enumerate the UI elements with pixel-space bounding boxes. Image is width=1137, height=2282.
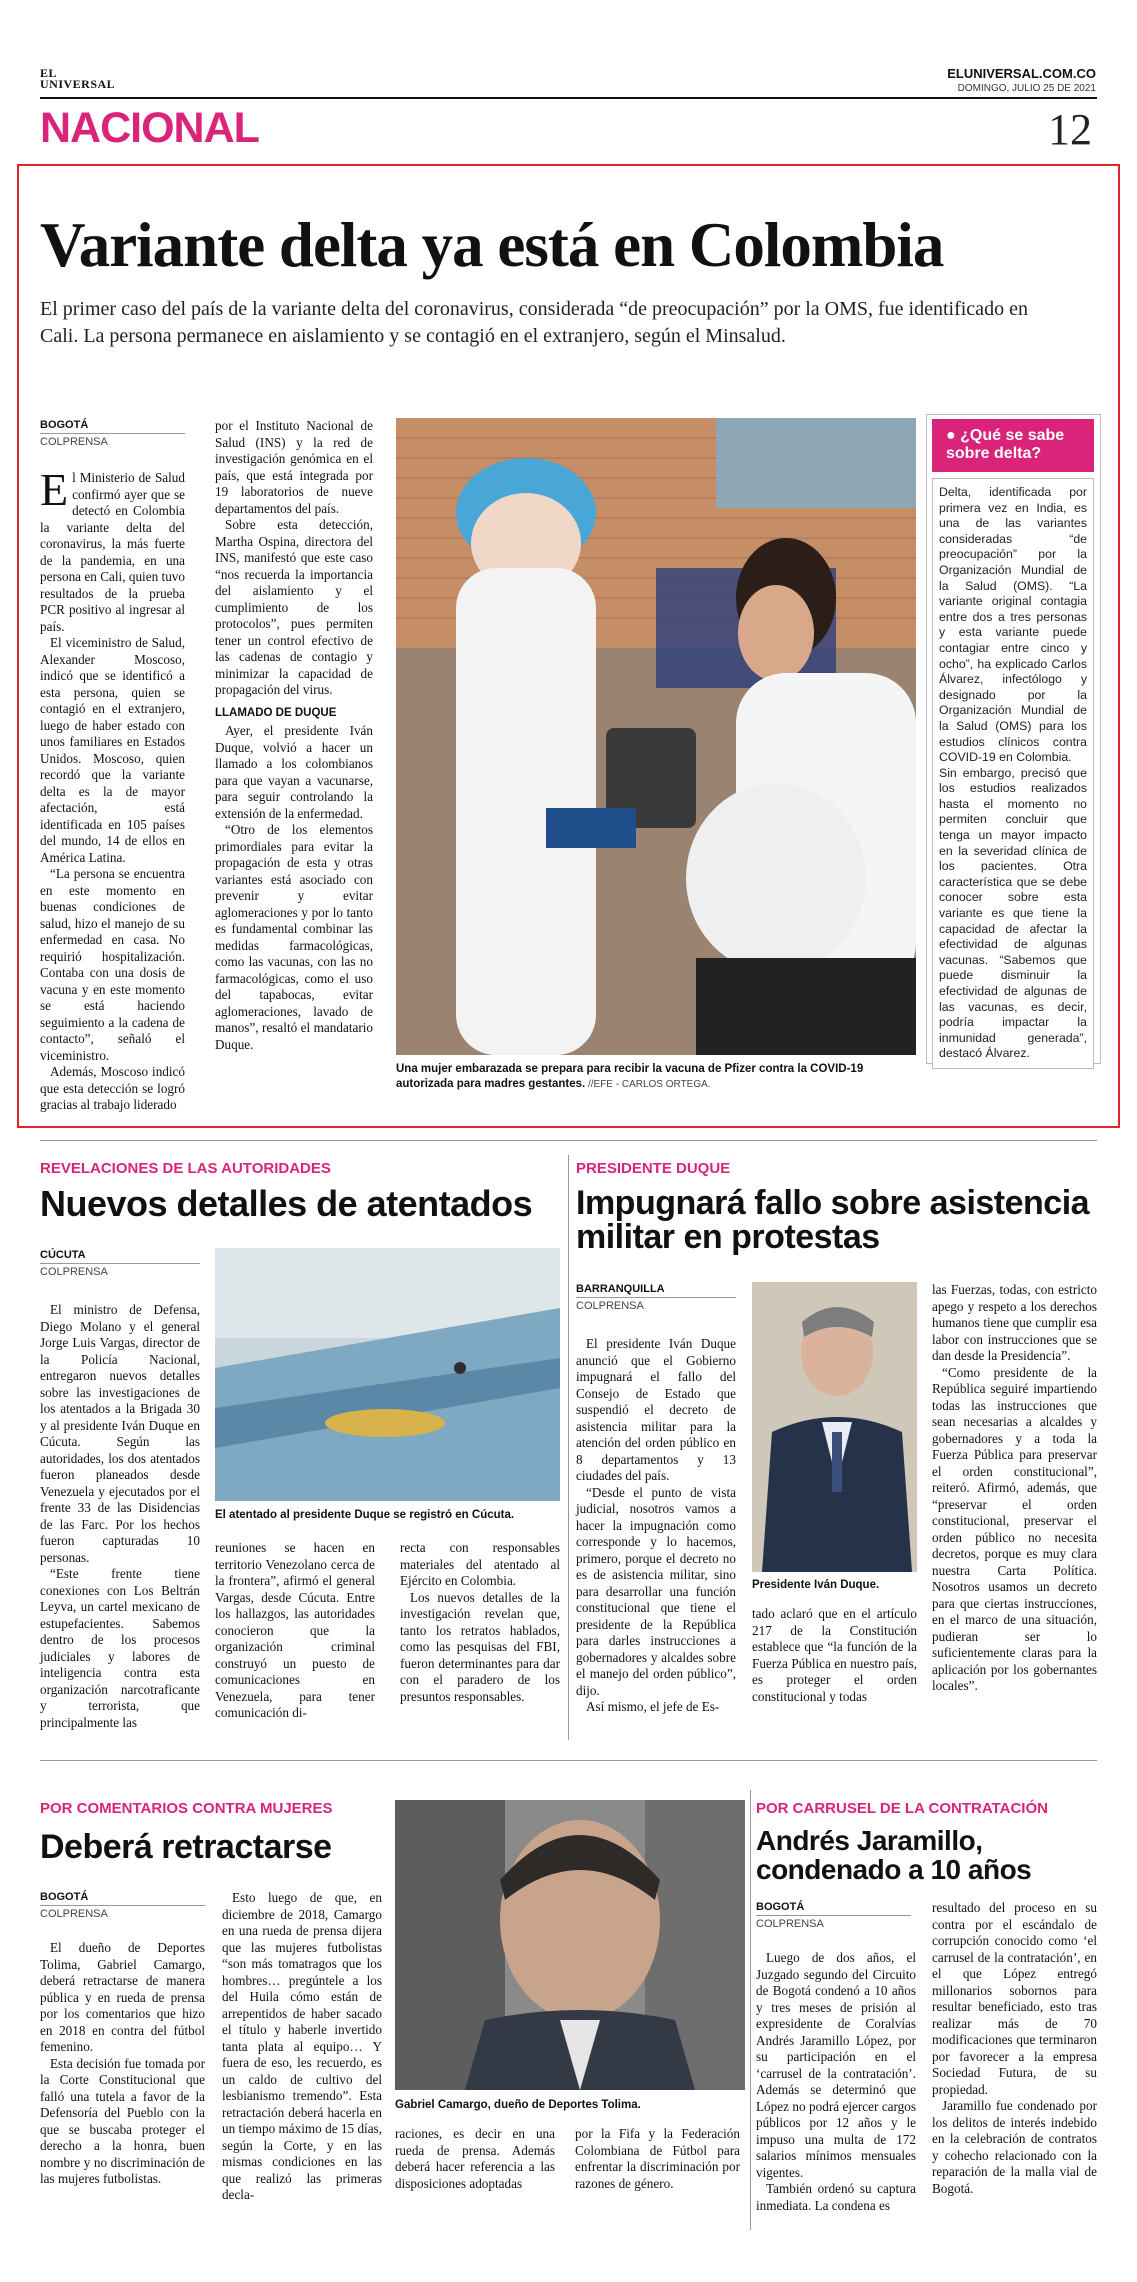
lead-paragraph: El viceministro de Salud, Alexander Moscoso, indicó que se identificó a esta persona, quien se contagió en el extranjero, luego de haber estado con unos familiares en Estados Unidos. Moscoso, quien recordó que la variante delta es la de mayor afectación, está identificada en 105 países del mundo, 14 de ellos en América Latina. — [40, 635, 185, 865]
story3-column-3 — [932, 1282, 1097, 1695]
story4-column-1 — [40, 1940, 205, 2188]
vaccination-photo — [396, 418, 916, 1055]
attack-photo — [215, 1248, 560, 1501]
byline-agency: COLPRENSA — [40, 436, 108, 448]
lead-paragraph: “Otro de los elementos primordiales para evitar la propagación de esta y otras variantes está asociado con prevenir y evitar aglomeraciones y por lo tanto es fundamental combinar las medidas farmacológicas, como las vacunas, con las no farmacológicas, como el uso del tapabocas, evitar aglomeraciones, lavado de manos”, resaltó el mandatario Duque. — [215, 822, 373, 1052]
story3-headline: Impugnará fallo sobre asistencia militar en protestas — [576, 1184, 1090, 1256]
story5-byline — [756, 1900, 911, 1931]
story2-paragraph: El ministro de Defensa, Diego Molano y el general Jorge Luis Vargas, director de la Policía Nacional, entregaron nuevos detalles sobre las investigaciones de los atentados a la Brigada 30 y al presidente Iván Duque en Cúcuta. Según las autoridades, los dos atentados fueron planeados desde Venezuela y ejecutados por el frente 33 de las Disidencias de las Farc. Por los hechos fueron capturadas 10 personas. — [40, 1302, 200, 1565]
story5-column-1 — [756, 1950, 916, 2214]
story3-column-2 — [752, 1606, 917, 1705]
story4-column-4 — [575, 2126, 740, 2192]
story3-column-1 — [576, 1336, 736, 1716]
story4-paragraph: Esto luego de que, en diciembre de 2018, Camargo en una rueda de prensa dijera que las mujeres futbolistas “son más tomatragos que los hombres… pregúntele a los del Huila cómo están de arrepentidos de haber sacado el título y haberle invertido tanta plata al equipo… Y fuera de eso, les recuerdo, es un caldo de cultivo del lesbianismo tremendo”. Esta retractación deberá hacerla en un tiempo máximo de 15 días, según la Corte, y en las mismas condiciones en las que realizó las primeras decla- — [222, 1890, 382, 2202]
lead-paragraph: por el Instituto Nacional de Salud (INS) y la red de investigación genómica en el país, que está integrada por 19 laboratorios de nueve departamentos del país. — [215, 418, 373, 516]
story2-paragraph: recta con responsables materiales del atentado al Ejército en Colombia. — [400, 1540, 560, 1588]
story2-kicker: REVELACIONES DE LAS AUTORIDADES — [40, 1160, 331, 1177]
story5-headline: Andrés Jaramillo, condenado a 10 años — [756, 1825, 1032, 1886]
story5-paragraph: Luego de dos años, el Juzgado segundo del Circuito de Bogotá condenó a 10 años y tres meses de prisión al expresidente de Coralvías Andrés Jaramillo López, por su participación en el ‘carrusel de la contratación’. Además se determinó que López no podrá ejercer cargos públicos por 12 años y le impuso una multa de 172 salarios mínimos mensuales vigentes. — [756, 1950, 916, 2180]
story5-paragraph: Jaramillo fue condenado por los delitos de interés indebido en la celebración de contratos y cohecho relacionado con la reparación de la malla vial de Bogotá. — [932, 2098, 1097, 2196]
story5-column-2 — [932, 1900, 1097, 2197]
lead-column-1 — [40, 464, 185, 1114]
lead-byline — [40, 418, 185, 449]
story4-caption: Gabriel Camargo, dueño de Deportes Tolima. — [395, 2099, 641, 2111]
story3-byline — [576, 1282, 736, 1313]
story3-paragraph: Así mismo, el jefe de Es- — [586, 1699, 720, 1714]
sidebar-paragraph: Sin embargo, precisó que los estudios realizados hasta el momento no permiten concluir que tenga un mayor impacto en la severidad clínica de los pacientes. Otra característica que se debe conocer sobre esta variante es que tiene la capacidad de afectar la efectividad de algunas vacunas. “Sabemos que puede disminuir la efectividad de algunas de las vacunas, es decir, podría impactar la inmunidad generada”, destacó Álvarez. — [939, 765, 1087, 1061]
dropcap: E — [40, 464, 69, 515]
column-divider — [568, 1155, 569, 1740]
story3-caption: Presidente Iván Duque. — [752, 1579, 880, 1591]
lead-headline: Variante delta ya está en Colombia — [40, 210, 944, 280]
duque-portrait — [752, 1282, 917, 1572]
story4-paragraph: Esta decisión fue tomada por la Corte Constitucional que falló una tutela a favor de la Defensoría del Pueblo con la que se buscaba proteger el derecho a la honra, buen nombre y no discriminación de las mujeres futbolistas. — [40, 2055, 205, 2186]
story4-byline — [40, 1890, 205, 1921]
story5-kicker: POR CARRUSEL DE LA CONTRATACIÓN — [756, 1800, 1048, 1817]
camargo-portrait — [395, 1800, 745, 2090]
story4-paragraph: El dueño de Deportes Tolima, Gabriel Camargo, deberá retractarse de manera pública y en rueda de prensa por los comentarios que hizo en 2018 en contra del fútbol femenino. — [40, 1940, 205, 2054]
byline-agency: COLPRENSA — [756, 1918, 824, 1930]
issue-date: DOMINGO, JULIO 25 DE 2021 — [957, 83, 1096, 94]
lead-column-2 — [215, 418, 373, 1053]
byline-place: CÚCUTA — [40, 1248, 200, 1264]
story3-kicker: PRESIDENTE DUQUE — [576, 1160, 731, 1177]
section-title: NACIONAL — [40, 104, 259, 152]
caption-text: Una mujer embarazada se prepara para recibir la vacuna de Pfizer contra la COVID-19 autorizada para madres gestantes. — [396, 1063, 864, 1090]
story4-paragraph: por la Fifa y la Federación Colombiana de Fútbol para enfrentar la discriminación por razones de género. — [575, 2126, 740, 2191]
story4-column-3 — [395, 2126, 555, 2192]
story4-paragraph: raciones, es decir en una rueda de prensa. Además deberá hacer referencia a las disposiciones adoptadas — [395, 2126, 555, 2191]
lead-paragraph: Además, Moscoso indicó que esta detección se logró gracias al trabajo liderado — [40, 1064, 185, 1112]
story3-paragraph: “Como presidente de la República seguiré impartiendo todas las instrucciones que sean necesarias a alcaldes y gobernadores y a toda la Fuerza Pública para preservar el orden constitucional”, reiteró. Afirmó, además, que “preservar el orden constitucional, preservar el orden público no necesita decretos, porque es muy clara nuestra Carta Política. Nosotros usamos un decreto para que ciertas instrucciones, en el marco de una situación, pudieran ser lo suficientemente claras para la aplicación por los gobernantes locales”. — [932, 1364, 1097, 1693]
story5-paragraph: También ordenó su captura inmediata. La condena es — [756, 2181, 916, 2213]
lead-text: l Ministerio de Salud confirmó ayer que se detectó en Colombia la variante delta del coronavirus, la más fuerte de la pandemia, en una persona en Cali, quien tuvo resultados de la prueba PCR positivo al ingresar al país. — [40, 470, 185, 634]
sidebar-title-text: ¿Qué se sabe sobre delta? — [946, 427, 1065, 462]
story3-paragraph: “Desde el punto de vista judicial, nosotros vamos a hacer la impugnación como corresponde y lo hacemos, primero, porque el decreto no es de asistencia militar, sino para desarrollar una función constitucional que tiene el presidente de la República para darles instrucciones a gobernadores y alcaldes sobre el manejo del orden público”, dijo. — [576, 1484, 736, 1698]
newspaper-logo — [40, 66, 116, 91]
section-divider — [40, 1760, 1097, 1761]
story2-paragraph: Los nuevos detalles de la investigación revelan que, tanto los retratos hablados, como las pesquisas del FBI, fueron determinantes para dar con el paradero de los presuntos responsables. — [400, 1589, 560, 1704]
sidebar-paragraph: Delta, identificada por primera vez en India, es una de las variantes consideradas “de preocupación” por la Organización Mundial de la Salud (OMS). “La variante original contagia entre dos a tres personas y esta variante puede contagiar entre cinco y ocho”, ha explicado Carlos Álvarez, infectólogo y designado por la Organización Mundial de la Salud (OMS) para los estudios clínicos contra COVID-19 en Colombia. — [939, 485, 1087, 765]
vaccination-illustration — [396, 418, 916, 1055]
byline-agency: COLPRENSA — [40, 1908, 108, 1920]
logo-line2: UNIVERSAL — [40, 77, 116, 91]
story2-paragraph: “Este frente tiene conexiones con Los Beltrán Leyva, un cartel mexicano de estupefacientes. Sabemos dentro de los procesos judiciales y labores de inteligencia contra esta organización narcotraficante y terrorista, que principalmente las — [40, 1566, 200, 1730]
byline-agency: COLPRENSA — [576, 1300, 644, 1312]
story2-headline: Nuevos detalles de atentados — [40, 1183, 533, 1224]
caption-credit: //EFE - CARLOS ORTEGA. — [585, 1079, 711, 1090]
lead-paragraph: Ayer, el presidente Iván Duque, volvió a hacer un llamado a los colombianos para que vayan a vacunarse, para seguir controlando la extensión de la enfermedad. — [215, 723, 373, 821]
story4-headline: Deberá retractarse — [40, 1828, 332, 1866]
byline-place: BOGOTÁ — [40, 1890, 205, 1906]
story5-paragraph: resultado del proceso en su contra por el escándalo de corrupción conocido como ‘el carrusel de la contratación’, en el que López entregó millonarios sobornos para resultar beneficiado, esto tras realizar más de 70 modificaciones que terminaron por favorecer a la empresa Sociedad Futura, de su propiedad. — [932, 1900, 1097, 2097]
lead-subhead: LLAMADO DE DUQUE — [215, 706, 337, 719]
story4-kicker: POR COMENTARIOS CONTRA MUJERES — [40, 1800, 333, 1817]
story3-paragraph: las Fuerzas, todas, con estricto apego y respeto a los derechos humanos tiene que cumplir esa labor con instrucciones que se dan desde la Presidencia”. — [932, 1282, 1097, 1363]
story2-column-3 — [400, 1540, 560, 1705]
byline-place: BOGOTÁ — [40, 418, 185, 434]
sidebar-title — [932, 419, 1094, 472]
byline-place: BARRANQUILLA — [576, 1282, 736, 1298]
lead-paragraph — [40, 464, 185, 635]
section-divider — [40, 1140, 1097, 1141]
story2-column-2 — [215, 1540, 375, 1722]
byline-agency: COLPRENSA — [40, 1266, 108, 1278]
lead-deck: El primer caso del país de la variante delta del coronavirus, considerada “de preocupación” por la OMS, fue identificado en Cali. La persona permanece en aislamiento y se contagió en el extranjero, según el Minsalud. — [40, 298, 1028, 347]
lead-paragraph: “La persona se encuentra en este momento en buenas condiciones de salud, hizo el manejo de su enfermedad en casa. No requirió hospitalización. Contaba con una dosis de vacuna y en este momento se está haciendo seguimiento a la cadena de contacto”, señaló el viceministro. — [40, 866, 185, 1063]
site-url[interactable]: ELUNIVERSAL.COM.CO — [947, 66, 1096, 81]
helicopter-illustration — [215, 1248, 560, 1501]
lead-caption — [396, 1062, 916, 1092]
masthead-rule — [40, 97, 1097, 99]
page-number: 12 — [1048, 105, 1092, 154]
story2-caption: El atentado al presidente Duque se registró en Cúcuta. — [215, 1509, 515, 1521]
story2-paragraph: reuniones se hacen en territorio Venezolano cerca de la frontera”, afirmó el general Vargas, desde Cúcuta. Entre los hallazgos, las autoridades conocieron que la organización criminal construyó un puesto de comunicaciones en Venezuela, para tener comunicación di- — [215, 1540, 375, 1720]
story4-column-2 — [222, 1890, 382, 2204]
story2-byline — [40, 1248, 200, 1279]
sidebar-body — [932, 478, 1094, 1069]
story2-column-1 — [40, 1302, 200, 1731]
story3-paragraph: El presidente Iván Duque anunció que el Gobierno impugnará el fallo del Consejo de Estado que suspendió el decreto de asistencia militar para la atención del orden público en 8 departamentos y 13 ciudades del país. — [576, 1336, 736, 1483]
bullet-icon: ● — [946, 427, 961, 444]
duque-photo — [752, 1282, 917, 1572]
column-divider — [750, 1790, 751, 2230]
camargo-photo — [395, 1800, 745, 2090]
story3-paragraph: tado aclaró que en el artículo 217 de la Constitución establece que “la función de la Fuerza Pública en nuestro país, es proteger el orden constitucional y todas — [752, 1606, 917, 1704]
lead-paragraph: Sobre esta detección, Martha Ospina, directora del INS, manifestó que este caso “nos recuerda la importancia del aislamiento y el cumplimiento de los protocolos”, pues permiten tener un control efectivo de las cadenas de contagio y minimizar la capacidad de propagación del virus. — [215, 517, 373, 697]
logo-line1: EL — [40, 66, 58, 80]
byline-place: BOGOTÁ — [756, 1900, 911, 1916]
